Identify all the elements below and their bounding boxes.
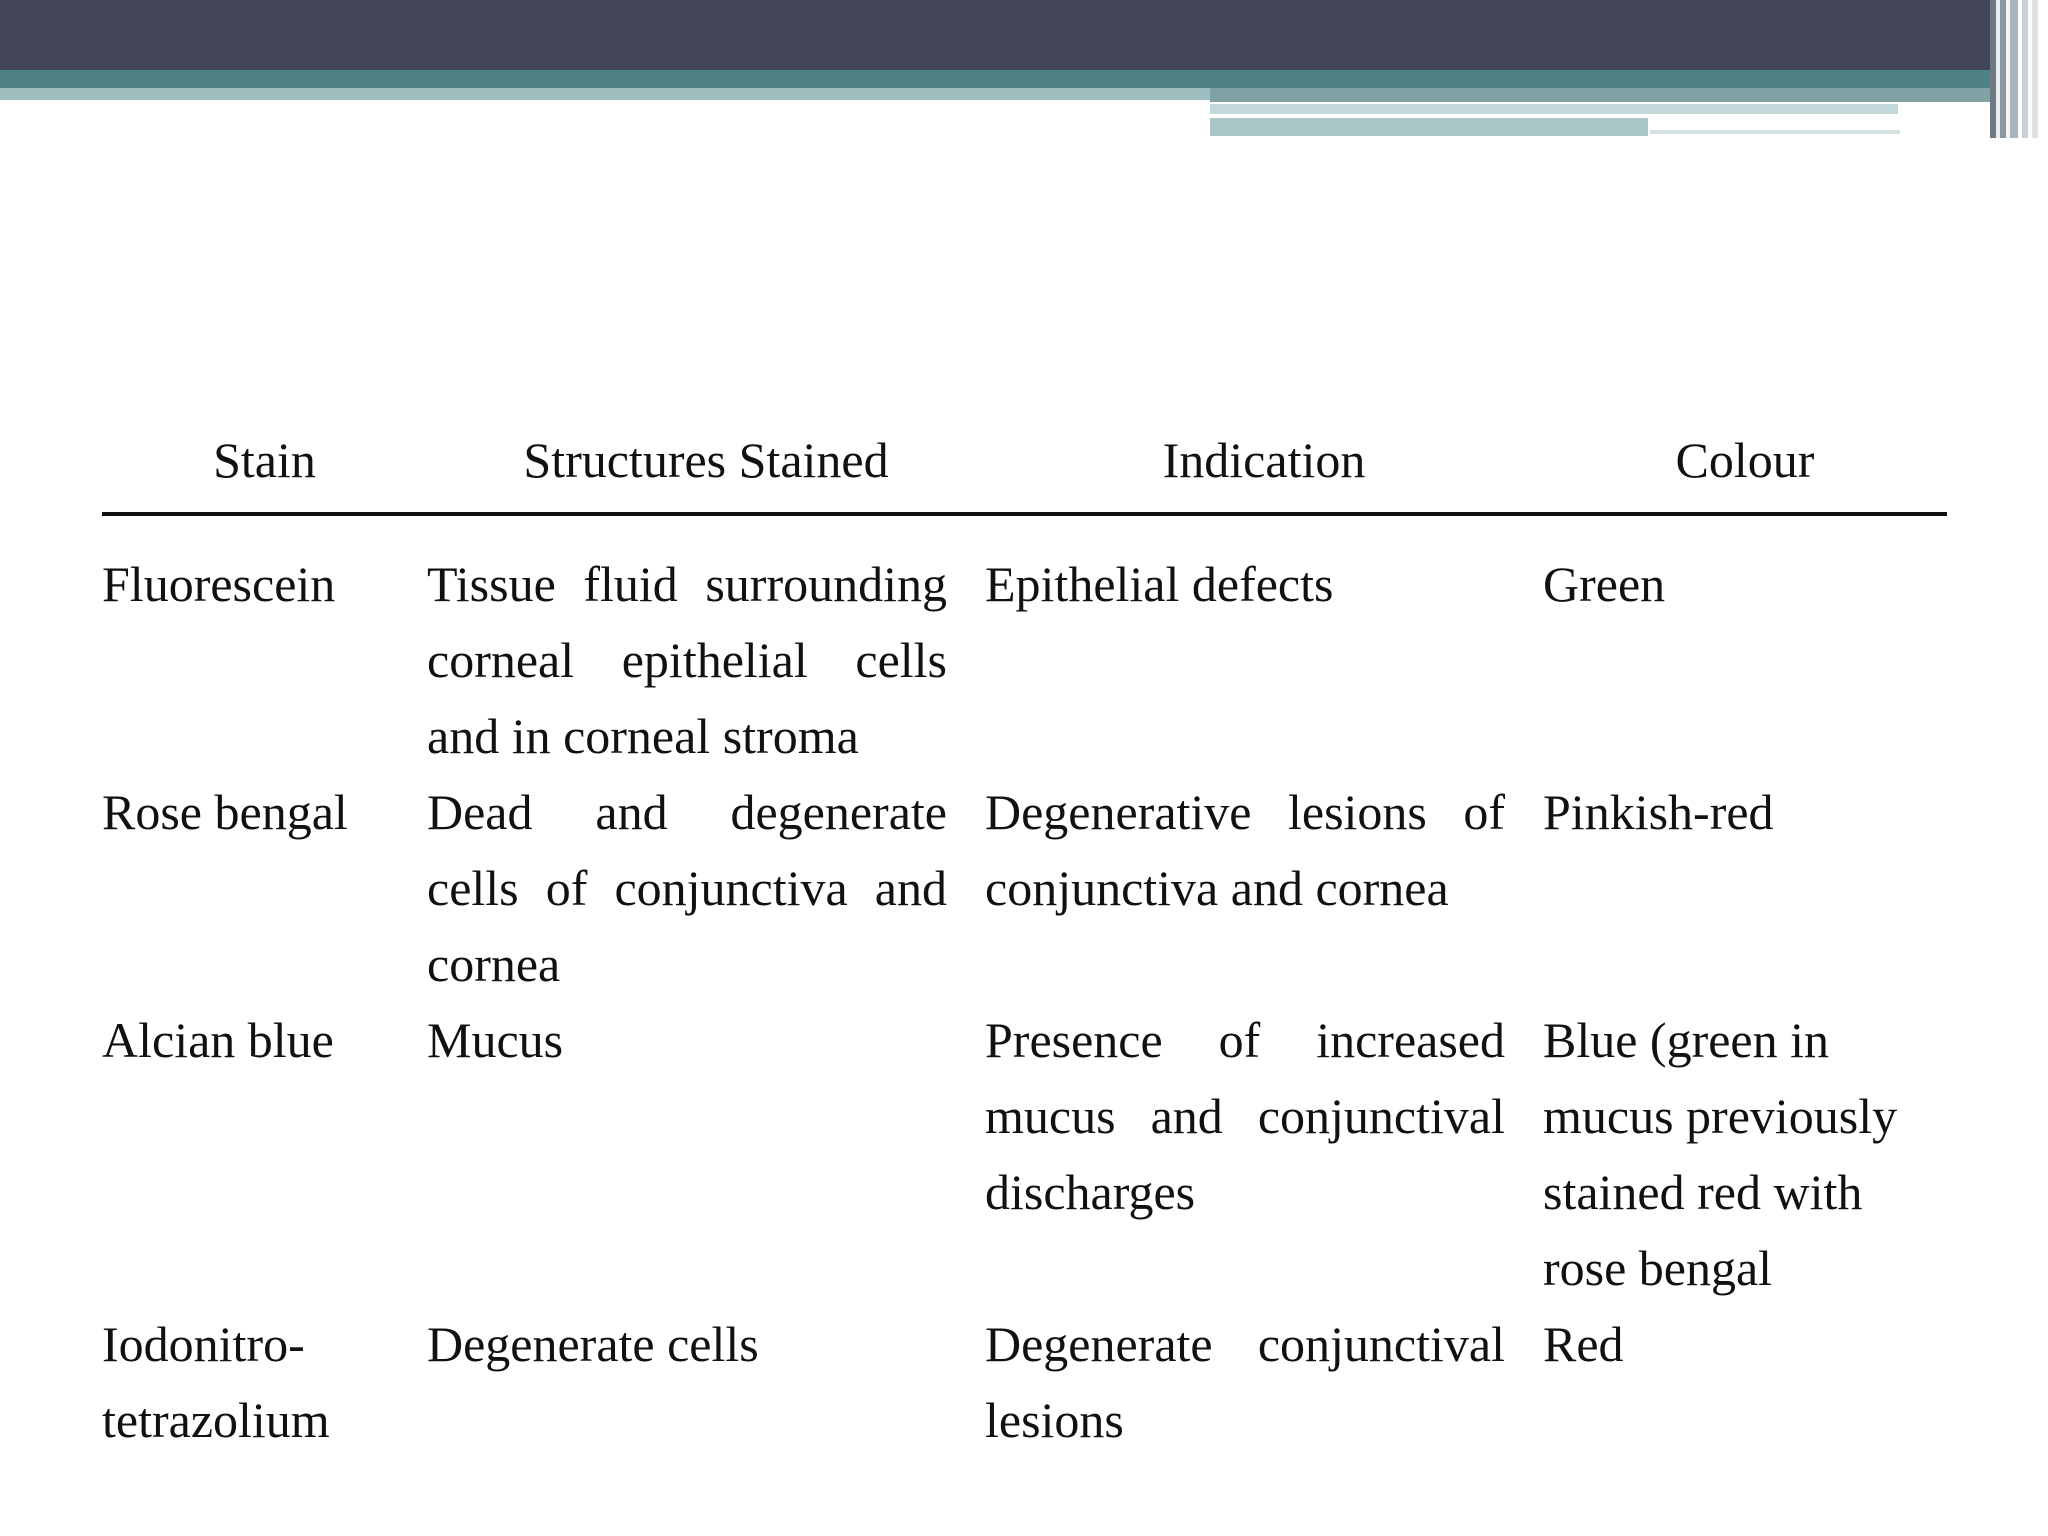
cell-colour: Pinkish-red [1543,784,1774,840]
cell-indication: Presence of increased mucus and conjunctival discharges [985,1012,1505,1220]
header-accent-bar [1210,104,1898,114]
cell-stain: Alcian blue [102,1012,334,1068]
column-header-stain: Stain [102,425,427,514]
table-row [102,1306,1947,1458]
table-header-row [102,425,1947,514]
cell-colour: Blue (green in mucus previously stained red with rose bengal [1543,1012,1898,1296]
table-row [102,774,1947,1002]
header-accent-bar [1210,118,1648,136]
cell-structures: Degenerate cells [427,1316,759,1372]
column-header-indication: Indication [985,425,1543,514]
cell-structures: Mucus [427,1012,564,1068]
cell-stain: Fluorescein [102,556,336,612]
table-row [102,514,1947,774]
stains-table-container [102,425,1947,1458]
cell-indication: Degenerative lesions of conjunctiva and cornea [985,784,1505,916]
cell-indication: Epithelial defects [985,556,1334,612]
header-accent-bar [1650,130,1900,134]
table-row [102,1002,1947,1306]
cell-stain: Rose bengal [102,784,348,840]
header-edge-stripes [1990,0,2048,138]
column-header-colour: Colour [1543,425,1947,514]
cell-structures: Tissue fluid surrounding corneal epithelial cells and in corneal stroma [427,556,947,764]
header-band-teal [0,70,1990,88]
cell-colour: Red [1543,1316,1624,1372]
cell-structures: Dead and degenerate cells of conjunctiva and cornea [427,784,947,992]
cell-stain: Iodonitro-tetrazolium [102,1316,330,1448]
stains-table [102,425,1947,1458]
header-band-light [0,88,1210,100]
cell-indication: Degenerate conjunctival lesions [985,1316,1505,1448]
cell-colour: Green [1543,556,1666,612]
column-header-structures: Structures Stained [427,425,985,514]
header-band-light-right [1210,88,1990,102]
header-band-dark [0,0,1990,70]
